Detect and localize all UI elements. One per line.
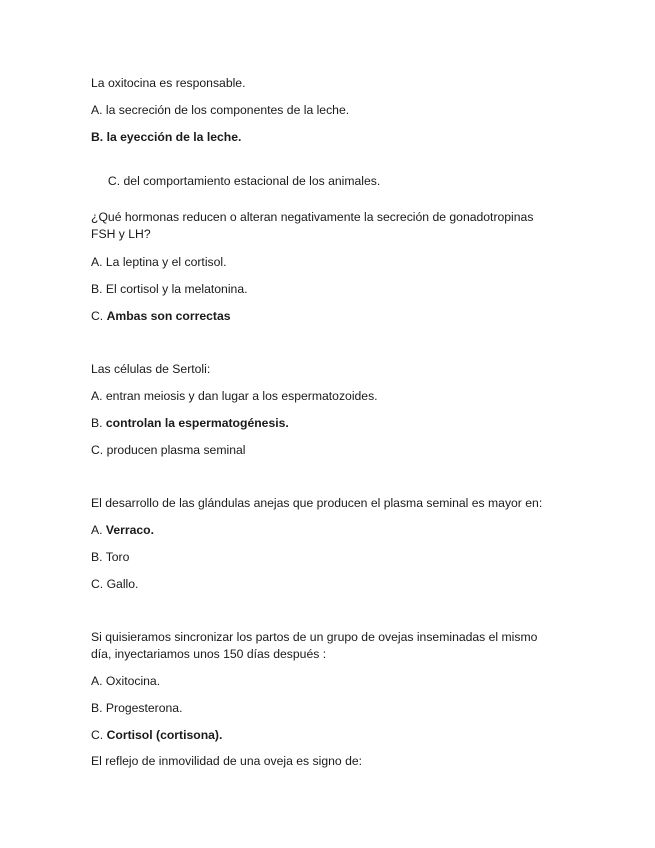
option-text: Toro xyxy=(105,550,130,564)
question-6-text: El reflejo de inmovilidad de una oveja es signo de: xyxy=(91,754,363,768)
option-label: C. xyxy=(104,174,124,188)
question-1-option-a xyxy=(91,102,561,119)
question-4-option-c xyxy=(91,576,561,593)
question-5-option-a xyxy=(91,673,561,690)
option-label: A. xyxy=(91,674,106,688)
option-text: La leptina y el cortisol. xyxy=(105,255,227,269)
option-label: B. xyxy=(91,130,107,144)
option-label: C. xyxy=(91,577,107,591)
question-5-option-b xyxy=(91,700,561,717)
option-text: El cortisol y la melatonina. xyxy=(105,282,248,296)
option-label: C. xyxy=(91,443,107,457)
option-label: C. xyxy=(91,728,107,742)
question-5-text: Si quisieramos sincronizar los partos de un grupo de ovejas inseminadas el mismo día, inyectariamos unos 150 días después : xyxy=(91,630,538,661)
option-label: A. xyxy=(91,255,106,269)
question-3-option-c xyxy=(91,442,561,459)
option-text-correct: Cortisol (cortisona). xyxy=(106,728,223,742)
option-text-correct: Verraco. xyxy=(105,523,155,537)
option-text: del comportamiento estacional de los animales. xyxy=(123,174,381,188)
option-label: C. xyxy=(91,309,107,323)
question-4-option-a xyxy=(91,522,561,539)
option-label: B. xyxy=(91,701,106,715)
option-label: A. xyxy=(91,103,106,117)
question-4-option-b xyxy=(91,549,561,566)
question-4-text: El desarrollo de las glándulas anejas que producen el plasma seminal es mayor en: xyxy=(91,496,543,510)
question-3-option-b xyxy=(91,415,561,432)
option-text-correct: la eyección de la leche. xyxy=(106,130,242,144)
question-2-text: ¿Qué hormonas reducen o alteran negativamente la secreción de gonadotropinas FSH y LH? xyxy=(91,210,534,241)
option-text: Progesterona. xyxy=(105,701,183,715)
option-text: producen plasma seminal xyxy=(106,443,246,457)
question-2-option-a xyxy=(91,254,561,271)
question-1-option-c xyxy=(91,156,561,207)
question-1-option-b xyxy=(91,129,561,146)
question-1-text: La oxitocina es responsable. xyxy=(91,76,246,90)
question-5-option-c xyxy=(91,727,561,744)
option-label: B. xyxy=(91,282,106,296)
option-label: A. xyxy=(91,523,106,537)
option-label: B. xyxy=(91,550,106,564)
option-text-correct: Ambas son correctas xyxy=(106,309,231,323)
option-label: B. xyxy=(91,416,106,430)
question-3-text: Las células de Sertoli: xyxy=(91,362,211,376)
option-text: Oxitocina. xyxy=(105,674,161,688)
option-text: la secreción de los componentes de la leche. xyxy=(105,103,350,117)
option-label: A. xyxy=(91,389,106,403)
question-2-option-b xyxy=(91,281,561,298)
option-text: Gallo. xyxy=(106,577,139,591)
question-3-option-a xyxy=(91,388,561,405)
option-text: entran meiosis y dan lugar a los espermatozoides. xyxy=(105,389,378,403)
option-text-correct: controlan la espermatogénesis. xyxy=(105,416,289,430)
question-2-option-c xyxy=(91,308,561,325)
